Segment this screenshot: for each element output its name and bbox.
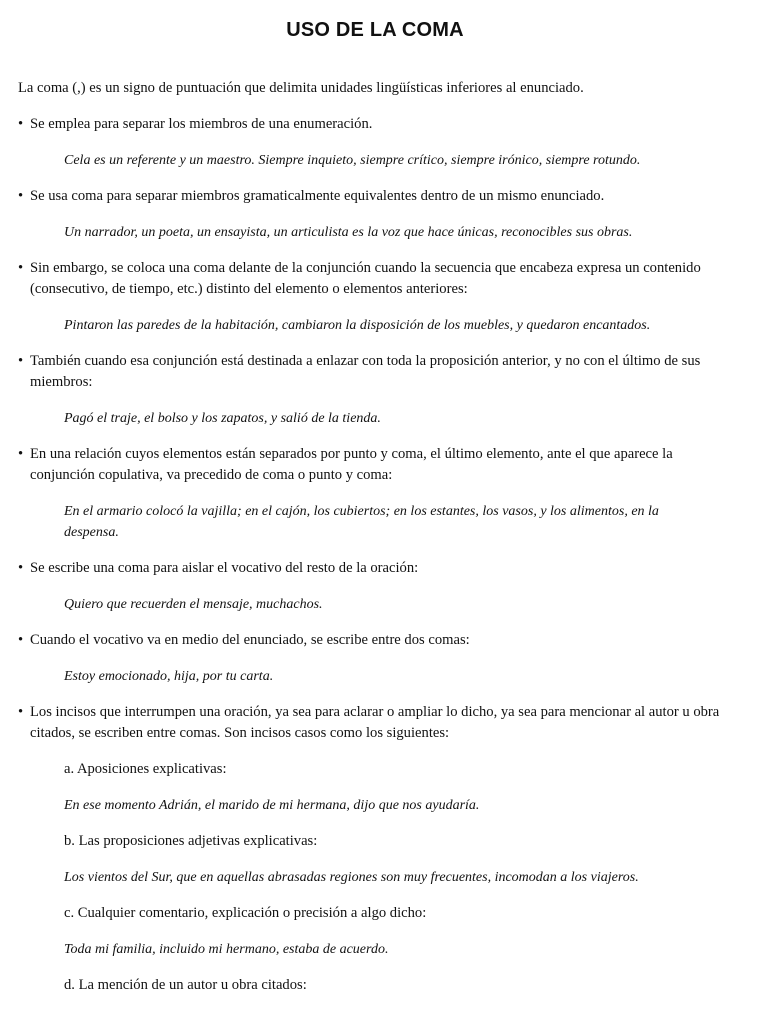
bullet-dot: • xyxy=(18,632,24,648)
bullet-text: Cuando el vocativo va en medio del enunciado, se escribe entre dos comas: xyxy=(30,632,470,648)
bullet-dot: • xyxy=(18,446,24,462)
subitem-label-b: b. Las proposiciones adjetivas explicativas: xyxy=(64,833,318,849)
bullet-dot: • xyxy=(18,116,24,132)
bullet-dot: • xyxy=(18,704,24,720)
bullet-item-3 xyxy=(18,258,738,300)
subitem-label-c: c. Cualquier comentario, explicación o precisión a algo dicho: xyxy=(64,905,427,921)
bullet-item-6 xyxy=(18,558,738,579)
bullet-text: Sin embargo, se coloca una coma delante de la conjunción cuando la secuencia que encabeza expresa un contenido (consecutivo, de tiempo, etc.) distinto del elemento o elementos anteriores: xyxy=(30,260,701,297)
intro-paragraph: La coma (,) es un signo de puntuación que delimita unidades lingüísticas inferiores al enunciado. xyxy=(18,80,584,96)
example-text-1: Cela es un referente y un maestro. Siempre inquieto, siempre crítico, siempre irónico, siempre rotundo. xyxy=(64,153,641,168)
bullet-text: Los incisos que interrumpen una oración, ya sea para aclarar o ampliar lo dicho, ya sea para mencionar al autor u obra citados, se escriben entre comas. Son incisos casos como los siguientes: xyxy=(30,704,720,741)
bullet-dot: • xyxy=(18,353,24,369)
bullet-item-2 xyxy=(18,186,738,207)
bullet-item-8 xyxy=(18,702,738,744)
bullet-item-5 xyxy=(18,444,738,486)
bullet-dot: • xyxy=(18,260,24,276)
page-title: USO DE LA COMA xyxy=(286,19,464,41)
bullet-dot: • xyxy=(18,560,24,576)
bullet-text: Se usa coma para separar miembros gramaticalmente equivalentes dentro de un mismo enunciado. xyxy=(30,188,605,204)
bullet-text: También cuando esa conjunción está destinada a enlazar con toda la proposición anterior, y no con el último de sus miembros: xyxy=(30,353,701,390)
subitem-example-a: En ese momento Adrián, el marido de mi hermana, dijo que nos ayudaría. xyxy=(64,798,480,813)
bullet-text: En una relación cuyos elementos están separados por punto y coma, el último elemento, ante el que aparece la conjunción copulativa, va precedido de coma o punto y coma: xyxy=(30,446,673,483)
example-text-7: Estoy emocionado, hija, por tu carta. xyxy=(64,669,274,684)
example-text-3: Pintaron las paredes de la habitación, cambiaron la disposición de los muebles, y quedaron encantados. xyxy=(64,318,651,333)
bullet-text: Se escribe una coma para aislar el vocativo del resto de la oración: xyxy=(30,560,419,576)
subitem-label-a: a. Aposiciones explicativas: xyxy=(64,761,227,777)
bullet-item-4 xyxy=(18,351,738,393)
subitem-example-c: Toda mi familia, incluido mi hermano, estaba de acuerdo. xyxy=(64,942,389,957)
example-text-5: En el armario colocó la vajilla; en el cajón, los cubiertos; en los estantes, los vasos, y los alimentos, en la despensa. xyxy=(64,504,659,540)
subitem-example-b: Los vientos del Sur, que en aquellas abrasadas regiones son muy frecuentes, incomodan a los viajeros. xyxy=(64,870,639,885)
bullet-item-1 xyxy=(18,114,738,135)
bullet-item-7 xyxy=(18,630,738,651)
bullet-dot: • xyxy=(18,188,24,204)
example-text-4: Pagó el traje, el bolso y los zapatos, y salió de la tienda. xyxy=(64,411,381,426)
subitem-label-d: d. La mención de un autor u obra citados: xyxy=(64,977,307,993)
example-text-6: Quiero que recuerden el mensaje, muchachos. xyxy=(64,597,323,612)
example-text-2: Un narrador, un poeta, un ensayista, un articulista es la voz que hace únicas, reconocibles sus obras. xyxy=(64,225,633,240)
bullet-text: Se emplea para separar los miembros de una enumeración. xyxy=(30,116,373,132)
